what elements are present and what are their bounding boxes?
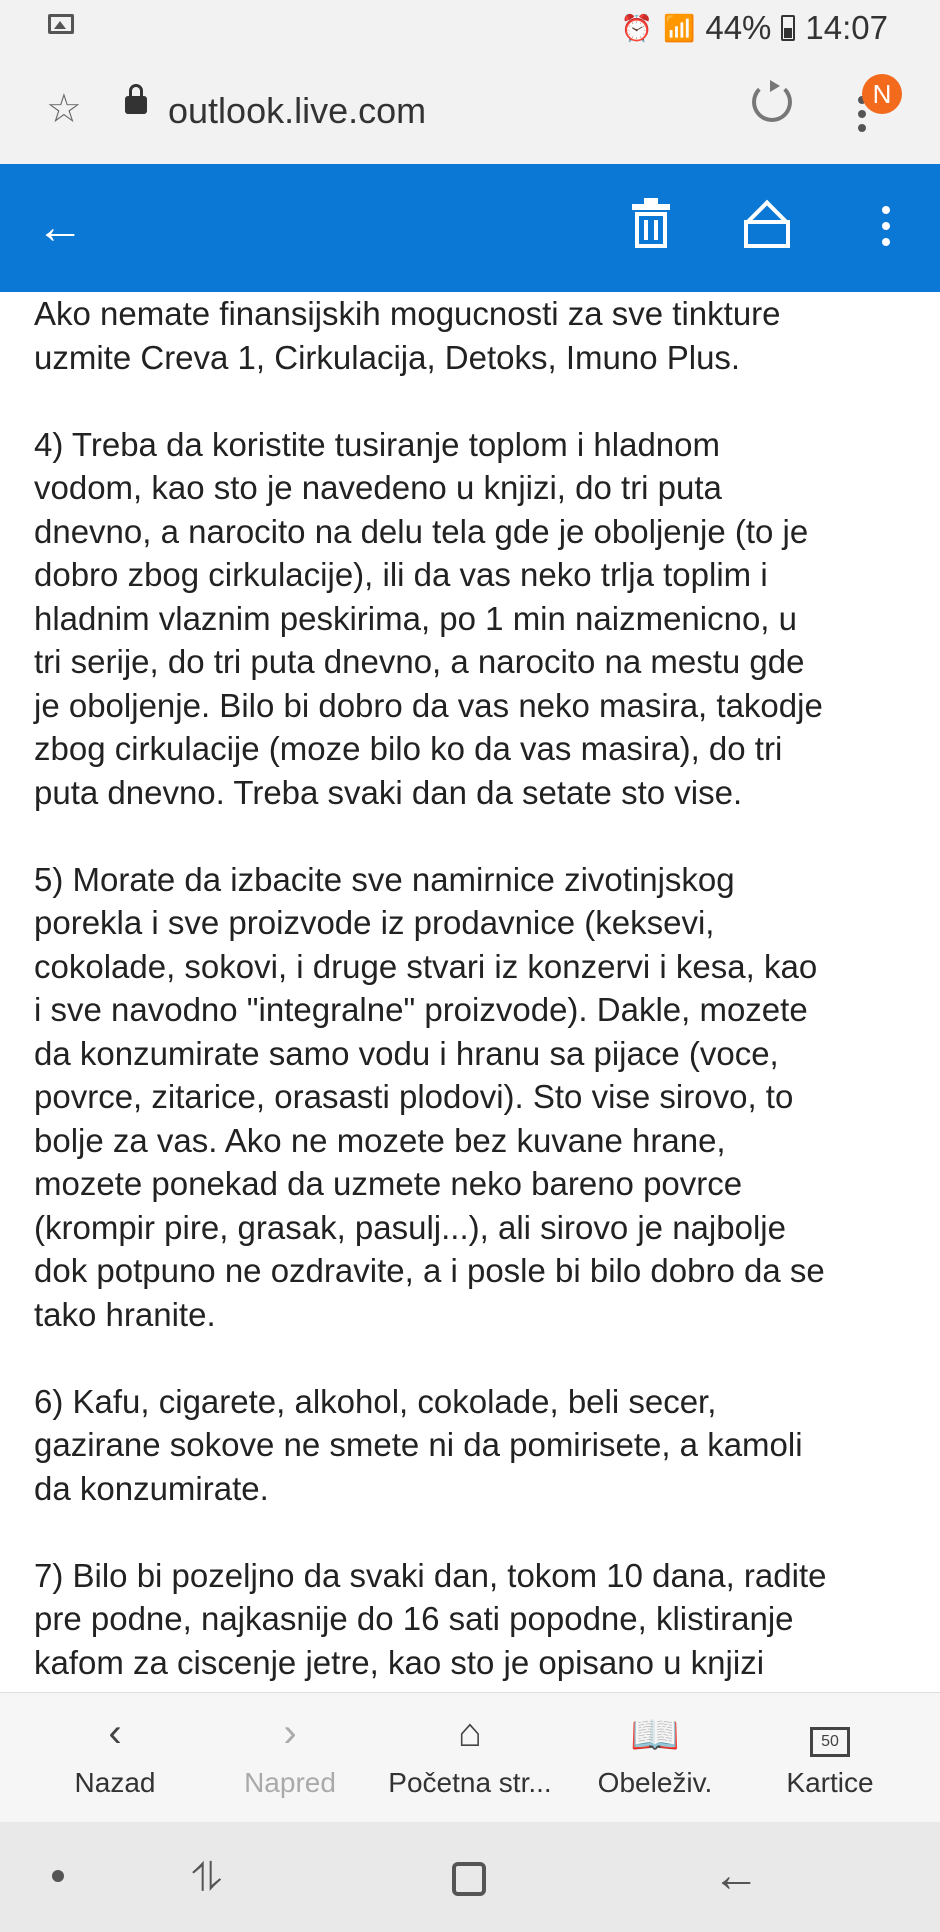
battery-percent: 44%: [705, 9, 772, 46]
trash-icon[interactable]: [632, 204, 670, 248]
mail-toolbar: [0, 164, 940, 292]
nav-tabs-button[interactable]: [755, 1693, 905, 1823]
book-icon: 📖: [630, 1713, 680, 1757]
wifi-icon: 📶: [662, 12, 696, 43]
email-body: [0, 292, 940, 1692]
status-indicators: [621, 8, 888, 48]
browser-bottom-nav: [0, 1692, 940, 1823]
url-field[interactable]: outlook.live.com: [168, 90, 427, 131]
mark-read-icon[interactable]: [740, 204, 792, 248]
back-arrow-icon[interactable]: ←: [36, 201, 84, 254]
browser-address-bar: [0, 56, 940, 164]
alarm-icon: ⏰: [620, 12, 653, 43]
nav-forward-label: Napred: [244, 1767, 336, 1798]
nav-back-label: Nazad: [74, 1767, 156, 1798]
nav-bookmarks-label: Obeleživ.: [597, 1767, 713, 1798]
status-bar: [0, 0, 940, 56]
nav-back-button[interactable]: [40, 1693, 190, 1823]
reload-icon[interactable]: [752, 82, 792, 122]
notification-badge: N: [862, 74, 902, 114]
nav-tabs-label: Kartice: [786, 1767, 874, 1798]
email-paragraph: 4) Treba da koristite tusiranje toplom i hladnom vodom, kao sto je navedeno u knjizi, do tri puta dnevno, a narocito na delu tela gde je oboljenje (to je dobro zbog cirkulacije), ili da vas neko trlja toplim i hladnim vlaznim peskirima, po 1 min naizmenicno, u tri serije, do tri puta dnevno, a narocito na mestu gde je oboljenje. Bilo bi dobro da vas neko masira, takodje zbog cirkulacije (moze bilo ko da vas masira), do tri puta dnevno. Treba svaki dan da setate sto vise.: [34, 425, 823, 811]
system-navigation-bar: [0, 1822, 940, 1932]
email-paragraph: 6) Kafu, cigarete, alkohol, cokolade, beli secer, gazirane sokove ne smete ni da pomirisete, a kamoli da konzumirate.: [34, 1382, 803, 1507]
dot-icon[interactable]: [52, 1870, 64, 1882]
email-paragraph: 7) Bilo bi pozeljno da svaki dan, tokom 10 dana, radite pre podne, najkasnije do 16 sati popodne, klistiranje kafom za ciscenje jetre, kao sto je opisano u knjizi: [34, 1556, 827, 1681]
nav-home-button[interactable]: [375, 1693, 565, 1823]
nav-home-label: Početna str...: [388, 1767, 552, 1798]
lock-icon[interactable]: [125, 96, 147, 114]
email-paragraph: 5) Morate da izbacite sve namirnice zivotinjskog porekla i sve proizvode iz prodavnice (keksevi, cokolade, sokovi, i druge stvari iz konzervi i kesa, kao i sve navodno "integralne" proizvode). Dakle, mozete da konzumirate samo vodu i hranu sa pijace (voce, povrce, zitarice, orasasti plodovi). Sto vise sirovo, to bolje za vas. Ako ne mozete bez kuvane hrane, mozete ponekad da uzmete neko bareno povrce (krompir pire, grasak, pasulj...), ali sirovo je najbolje dok potpuno ne ozdravite, a i posle bi bilo dobro da se tako hranite.: [34, 860, 825, 1333]
system-home-icon[interactable]: [452, 1862, 486, 1896]
chevron-left-icon: ‹: [108, 1711, 122, 1755]
nav-bookmarks-button[interactable]: [580, 1693, 730, 1823]
tabs-icon: [755, 1711, 905, 1767]
tabs-count: 50: [810, 1727, 850, 1757]
bookmark-star-icon[interactable]: ☆: [46, 87, 82, 131]
gallery-icon: [48, 14, 74, 34]
clock: 14:07: [805, 9, 888, 46]
system-back-icon[interactable]: ←: [712, 1849, 760, 1902]
battery-icon: [781, 15, 795, 41]
email-paragraph: Ako nemate finansijskih mogucnosti za sve tinkture uzmite Creva 1, Cirkulacija, Detoks, Imuno Plus.: [34, 295, 781, 376]
chevron-right-icon: ›: [283, 1711, 297, 1755]
home-icon: ⌂: [457, 1711, 483, 1755]
more-vert-icon[interactable]: [882, 206, 890, 254]
nav-forward-button[interactable]: [215, 1693, 365, 1823]
recents-icon[interactable]: ⥮: [192, 1856, 222, 1900]
